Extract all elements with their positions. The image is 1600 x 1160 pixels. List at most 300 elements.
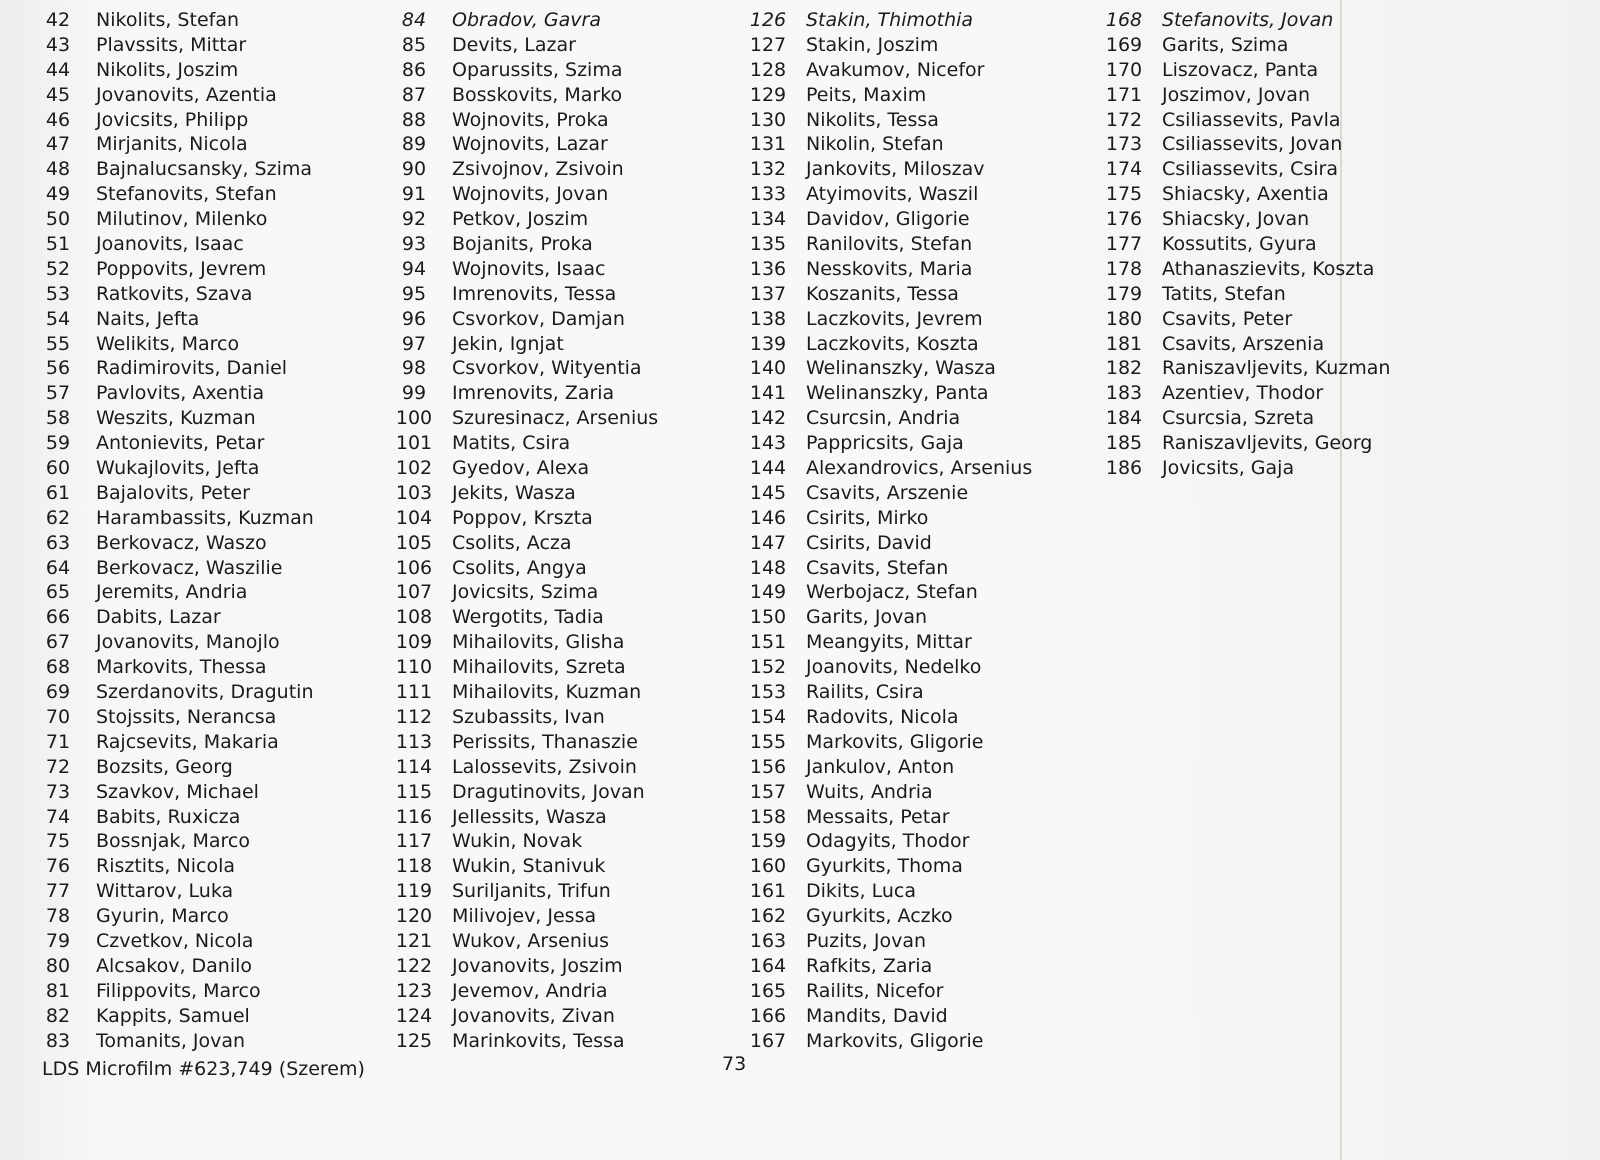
entry-name: Zsivojnov, Zsivoin <box>452 158 624 181</box>
entry-name: Rajcsevits, Makaria <box>96 730 279 753</box>
entry-number: 121 <box>395 929 433 952</box>
entry-number: 171 <box>1105 83 1143 106</box>
list-item <box>384 979 658 1004</box>
entry-number: 113 <box>395 730 433 753</box>
entry-number: 71 <box>45 730 71 753</box>
list-item <box>28 182 314 207</box>
entry-name: Jovanovits, Azentia <box>96 83 277 106</box>
list-item <box>28 531 314 556</box>
entry-number: 90 <box>401 158 427 181</box>
entry-name: Wojnovits, Lazar <box>452 133 608 156</box>
entry-number: 133 <box>749 183 787 206</box>
entry-number: 176 <box>1105 208 1143 231</box>
list-item <box>28 854 314 879</box>
entry-name: Szubassits, Ivan <box>452 705 605 728</box>
entry-number: 96 <box>401 307 427 330</box>
entry-number: 178 <box>1105 257 1143 280</box>
entry-name: Bozsits, Georg <box>96 755 233 778</box>
entry-number: 126 <box>749 9 787 31</box>
entry-number: 169 <box>1105 33 1143 56</box>
entry-number: 98 <box>401 357 427 380</box>
entry-number: 172 <box>1105 108 1143 131</box>
list-item <box>738 755 1032 780</box>
entry-number: 83 <box>45 1029 71 1052</box>
list-item <box>738 132 1032 157</box>
list-item <box>738 481 1032 506</box>
list-item <box>384 232 658 257</box>
entry-number: 53 <box>45 282 71 305</box>
entry-number: 91 <box>401 183 427 206</box>
list-item <box>738 630 1032 655</box>
entry-number: 93 <box>401 233 427 256</box>
entry-number: 160 <box>749 855 787 878</box>
list-item <box>384 58 658 83</box>
entry-name: Csirits, David <box>806 531 932 554</box>
entry-name: Mihailovits, Kuzman <box>452 681 642 704</box>
entry-number: 159 <box>749 830 787 853</box>
entry-name: Tomanits, Jovan <box>96 1029 246 1052</box>
entry-number: 99 <box>401 382 427 405</box>
entry-name: Shiacsky, Axentia <box>1162 183 1329 206</box>
entry-number: 87 <box>401 83 427 106</box>
entry-name: Antonievits, Petar <box>96 432 265 455</box>
entry-number: 81 <box>45 979 71 1002</box>
list-item <box>28 257 314 282</box>
list-item <box>384 33 658 58</box>
list-item <box>738 381 1032 406</box>
list-item <box>384 356 658 381</box>
list-item <box>28 406 314 431</box>
entry-name: Peits, Maxim <box>806 83 927 106</box>
entry-name: Mandits, David <box>806 1004 948 1027</box>
entry-number: 51 <box>45 233 71 256</box>
entry-name: Csiliassevits, Pavla <box>1162 108 1341 131</box>
entry-name: Bojanits, Proka <box>452 233 593 256</box>
entry-name: Tatits, Stefan <box>1162 282 1286 305</box>
entry-name: Joanovits, Isaac <box>96 233 244 256</box>
entry-number: 52 <box>45 257 71 280</box>
entry-number: 181 <box>1105 332 1143 355</box>
entry-number: 157 <box>749 780 787 803</box>
entry-name: Wojnovits, Jovan <box>452 183 609 206</box>
entry-name: Pappricsits, Gaja <box>806 432 964 455</box>
entry-number: 151 <box>749 631 787 654</box>
entry-number: 74 <box>45 805 71 828</box>
entry-number: 110 <box>395 656 433 679</box>
entry-number: 184 <box>1105 407 1143 430</box>
entry-number: 64 <box>45 556 71 579</box>
entry-name: Bosskovits, Marko <box>452 83 623 106</box>
entry-name: Czvetkov, Nicola <box>96 929 254 952</box>
entry-number: 43 <box>45 33 71 56</box>
entry-name: Meangyits, Mittar <box>806 631 972 654</box>
list-item <box>384 132 658 157</box>
entry-number: 180 <box>1105 307 1143 330</box>
entry-number: 135 <box>749 233 787 256</box>
entry-name: Oparussits, Szima <box>452 58 623 81</box>
entry-name: Railits, Nicefor <box>806 979 944 1002</box>
list-item <box>28 979 314 1004</box>
entry-number: 46 <box>45 108 71 131</box>
entry-number: 144 <box>749 457 787 480</box>
entry-number: 42 <box>45 9 71 31</box>
entry-number: 145 <box>749 481 787 504</box>
list-item <box>384 307 658 332</box>
entry-name: Csolits, Angya <box>452 556 587 579</box>
entry-number: 109 <box>395 631 433 654</box>
entry-name: Obradov, Gavra <box>452 9 601 31</box>
list-item <box>384 655 658 680</box>
list-item <box>28 705 314 730</box>
entry-name: Stakin, Joszim <box>806 33 939 56</box>
list-item <box>384 456 658 481</box>
entry-number: 100 <box>395 407 433 430</box>
entry-name: Devits, Lazar <box>452 33 576 56</box>
entry-name: Marinkovits, Tessa <box>452 1029 625 1052</box>
entry-number: 156 <box>749 755 787 778</box>
entry-name: Milutinov, Milenko <box>96 208 268 231</box>
list-item <box>1094 307 1390 332</box>
entry-number: 56 <box>45 357 71 380</box>
list-item <box>384 332 658 357</box>
entry-number: 104 <box>395 506 433 529</box>
entry-name: Suriljanits, Trifun <box>452 880 611 903</box>
entry-number: 147 <box>749 531 787 554</box>
entry-number: 122 <box>395 954 433 977</box>
list-item <box>1094 58 1390 83</box>
entry-number: 108 <box>395 606 433 629</box>
entry-name: Perissits, Thanaszie <box>452 730 638 753</box>
entry-name: Jekits, Wasza <box>452 481 576 504</box>
entry-number: 117 <box>395 830 433 853</box>
list-item <box>1094 8 1390 33</box>
list-item <box>28 58 314 83</box>
list-item <box>738 33 1032 58</box>
entry-number: 59 <box>45 432 71 455</box>
list-item <box>28 605 314 630</box>
list-item <box>1094 282 1390 307</box>
entry-number: 119 <box>395 880 433 903</box>
entry-name: Mirjanits, Nicola <box>96 133 248 156</box>
column-1 <box>28 8 314 1053</box>
entry-name: Laczkovits, Koszta <box>806 332 979 355</box>
list-item <box>384 829 658 854</box>
entry-number: 174 <box>1105 158 1143 181</box>
list-item <box>1094 356 1390 381</box>
list-item <box>738 829 1032 854</box>
list-item <box>28 108 314 133</box>
entry-name: Wittarov, Luka <box>96 880 234 903</box>
entry-number: 101 <box>395 432 433 455</box>
list-item <box>1094 232 1390 257</box>
entry-name: Radimirovits, Daniel <box>96 357 288 380</box>
entry-name: Puzits, Jovan <box>806 929 927 952</box>
entry-name: Jovanovits, Joszim <box>452 954 623 977</box>
entry-name: Lalossevits, Zsivoin <box>452 755 637 778</box>
entry-number: 79 <box>45 929 71 952</box>
entry-number: 158 <box>749 805 787 828</box>
entry-name: Odagyits, Thodor <box>806 830 970 853</box>
entry-number: 68 <box>45 656 71 679</box>
entry-name: Szavkov, Michael <box>96 780 259 803</box>
list-item <box>384 705 658 730</box>
entry-name: Szerdanovits, Dragutin <box>96 681 314 704</box>
entry-number: 183 <box>1105 382 1143 405</box>
entry-name: Nesskovits, Maria <box>806 257 973 280</box>
entry-number: 173 <box>1105 133 1143 156</box>
entry-number: 127 <box>749 33 787 56</box>
entry-name: Wergotits, Tadia <box>452 606 604 629</box>
list-item <box>28 506 314 531</box>
entry-number: 95 <box>401 282 427 305</box>
entry-name: Kossutits, Gyura <box>1162 233 1317 256</box>
entry-name: Dragutinovits, Jovan <box>452 780 645 803</box>
entry-number: 103 <box>395 481 433 504</box>
entry-number: 84 <box>401 9 427 31</box>
list-item <box>384 506 658 531</box>
entry-number: 82 <box>45 1004 71 1027</box>
list-item <box>28 332 314 357</box>
entry-number: 73 <box>45 780 71 803</box>
entry-number: 78 <box>45 905 71 928</box>
list-item <box>738 356 1032 381</box>
list-item <box>738 805 1032 830</box>
list-item <box>384 1004 658 1029</box>
entry-name: Risztits, Nicola <box>96 855 235 878</box>
entry-name: Markovits, Gligorie <box>806 730 984 753</box>
entry-number: 129 <box>749 83 787 106</box>
entry-number: 149 <box>749 581 787 604</box>
list-item <box>738 780 1032 805</box>
list-item <box>28 83 314 108</box>
entry-number: 150 <box>749 606 787 629</box>
list-item <box>738 282 1032 307</box>
list-item <box>28 307 314 332</box>
list-item <box>28 829 314 854</box>
list-item <box>1094 332 1390 357</box>
entry-name: Csurcsia, Szreta <box>1162 407 1315 430</box>
entry-number: 128 <box>749 58 787 81</box>
entry-name: Poppovits, Jevrem <box>96 257 267 280</box>
entry-name: Azentiev, Thodor <box>1162 382 1324 405</box>
entry-number: 163 <box>749 929 787 952</box>
entry-number: 69 <box>45 681 71 704</box>
entry-number: 162 <box>749 905 787 928</box>
entry-number: 186 <box>1105 457 1143 480</box>
entry-number: 62 <box>45 506 71 529</box>
entry-number: 105 <box>395 531 433 554</box>
entry-number: 48 <box>45 158 71 181</box>
entry-name: Kappits, Samuel <box>96 1004 250 1027</box>
entry-number: 94 <box>401 257 427 280</box>
list-item <box>1094 83 1390 108</box>
entry-name: Alexandrovics, Arsenius <box>806 457 1033 480</box>
list-item <box>384 954 658 979</box>
list-item <box>1094 132 1390 157</box>
list-item <box>28 954 314 979</box>
entry-name: Csavits, Arszenie <box>806 481 969 504</box>
list-item <box>738 58 1032 83</box>
list-item <box>28 33 314 58</box>
entry-number: 143 <box>749 432 787 455</box>
column-2 <box>384 8 658 1053</box>
list-item <box>1094 406 1390 431</box>
source-citation: LDS Microfilm #623,749 (Szerem) <box>42 1058 365 1080</box>
entry-number: 130 <box>749 108 787 131</box>
entry-name: Stakin, Thimothia <box>806 9 974 31</box>
entry-number: 77 <box>45 880 71 903</box>
entry-number: 148 <box>749 556 787 579</box>
list-item <box>738 904 1032 929</box>
list-item <box>1094 108 1390 133</box>
entry-number: 89 <box>401 133 427 156</box>
list-item <box>738 879 1032 904</box>
entry-name: Csiliassevits, Csira <box>1162 158 1338 181</box>
entry-number: 60 <box>45 457 71 480</box>
list-item <box>738 83 1032 108</box>
entry-name: Pavlovits, Axentia <box>96 382 265 405</box>
entry-name: Ratkovits, Szava <box>96 282 253 305</box>
entry-number: 106 <box>395 556 433 579</box>
entry-name: Dikits, Luca <box>806 880 917 903</box>
list-item <box>738 655 1032 680</box>
entry-number: 58 <box>45 407 71 430</box>
entry-name: Stojssits, Nerancsa <box>96 705 277 728</box>
column-4 <box>1094 8 1390 481</box>
list-item <box>738 257 1032 282</box>
entry-name: Berkovacz, Waszilie <box>96 556 283 579</box>
entry-name: Athanaszievits, Koszta <box>1162 257 1375 280</box>
entry-number: 136 <box>749 257 787 280</box>
page-number: 73 <box>722 1053 747 1075</box>
list-item <box>1094 33 1390 58</box>
entry-number: 153 <box>749 681 787 704</box>
entry-name: Imrenovits, Zaria <box>452 382 615 405</box>
entry-number: 61 <box>45 481 71 504</box>
entry-number: 132 <box>749 158 787 181</box>
entry-name: Koszanits, Tessa <box>806 282 959 305</box>
list-item <box>28 232 314 257</box>
list-item <box>1094 182 1390 207</box>
entry-name: Jovanovits, Manojlo <box>96 631 280 654</box>
entry-name: Csvorkov, Damjan <box>452 307 625 330</box>
list-item <box>1094 257 1390 282</box>
list-item <box>384 83 658 108</box>
entry-name: Shiacsky, Jovan <box>1162 208 1310 231</box>
entry-number: 55 <box>45 332 71 355</box>
entry-number: 175 <box>1105 183 1143 206</box>
list-item <box>738 954 1032 979</box>
entry-number: 92 <box>401 208 427 231</box>
entry-name: Mihailovits, Szreta <box>452 656 626 679</box>
list-item <box>1094 207 1390 232</box>
entry-name: Davidov, Gligorie <box>806 208 970 231</box>
entry-name: Csavits, Stefan <box>806 556 949 579</box>
entry-name: Messaits, Petar <box>806 805 950 828</box>
list-item <box>384 854 658 879</box>
entry-number: 165 <box>749 979 787 1002</box>
entry-number: 75 <box>45 830 71 853</box>
entry-name: Jovanovits, Zivan <box>452 1004 615 1027</box>
entry-name: Dabits, Lazar <box>96 606 221 629</box>
list-item <box>384 157 658 182</box>
entry-name: Railits, Csira <box>806 681 924 704</box>
entry-name: Welinanszky, Panta <box>806 382 989 405</box>
entry-name: Wojnovits, Proka <box>452 108 609 131</box>
entry-name: Plavssits, Mittar <box>96 33 247 56</box>
entry-name: Stefanovits, Stefan <box>96 183 277 206</box>
list-item <box>738 705 1032 730</box>
entry-number: 118 <box>395 855 433 878</box>
entry-name: Alcsakov, Danilo <box>96 954 253 977</box>
entry-number: 125 <box>395 1029 433 1052</box>
list-item <box>738 929 1032 954</box>
entry-name: Welinanszky, Wasza <box>806 357 996 380</box>
entry-name: Mihailovits, Glisha <box>452 631 625 654</box>
list-item <box>28 879 314 904</box>
entry-name: Joanovits, Nedelko <box>806 656 982 679</box>
list-item <box>28 157 314 182</box>
entry-name: Jankovits, Miloszav <box>806 158 985 181</box>
list-item <box>384 630 658 655</box>
entry-name: Jankulov, Anton <box>806 755 955 778</box>
list-item <box>384 730 658 755</box>
entry-number: 185 <box>1105 432 1143 455</box>
list-item <box>738 406 1032 431</box>
entry-number: 97 <box>401 332 427 355</box>
list-item <box>738 332 1032 357</box>
list-item <box>384 207 658 232</box>
entry-number: 116 <box>395 805 433 828</box>
list-item <box>28 655 314 680</box>
entry-name: Csiliassevits, Jovan <box>1162 133 1343 156</box>
entry-number: 154 <box>749 705 787 728</box>
entry-name: Berkovacz, Waszo <box>96 531 267 554</box>
list-item <box>1094 381 1390 406</box>
list-item <box>1094 431 1390 456</box>
entry-number: 124 <box>395 1004 433 1027</box>
list-item <box>384 8 658 33</box>
list-item <box>384 108 658 133</box>
list-item <box>384 406 658 431</box>
entry-name: Garits, Szima <box>1162 33 1289 56</box>
entry-number: 168 <box>1105 9 1143 31</box>
list-item <box>28 1029 314 1054</box>
entry-name: Jovicsits, Philipp <box>96 108 249 131</box>
entry-number: 72 <box>45 755 71 778</box>
list-item <box>384 531 658 556</box>
entry-number: 50 <box>45 208 71 231</box>
entry-name: Garits, Jovan <box>806 606 928 629</box>
list-item <box>28 780 314 805</box>
list-item <box>738 207 1032 232</box>
entry-name: Ranilovits, Stefan <box>806 233 973 256</box>
list-item <box>738 605 1032 630</box>
list-item <box>28 282 314 307</box>
entry-name: Gyurkits, Aczko <box>806 905 953 928</box>
entry-number: 57 <box>45 382 71 405</box>
entry-number: 161 <box>749 880 787 903</box>
entry-name: Milivojev, Jessa <box>452 905 597 928</box>
entry-name: Petkov, Joszim <box>452 208 589 231</box>
entry-number: 67 <box>45 631 71 654</box>
entry-name: Raniszavljevits, Kuzman <box>1162 357 1391 380</box>
list-item <box>28 630 314 655</box>
entry-name: Harambassits, Kuzman <box>96 506 314 529</box>
entry-number: 134 <box>749 208 787 231</box>
column-3 <box>738 8 1032 1053</box>
list-item <box>28 207 314 232</box>
